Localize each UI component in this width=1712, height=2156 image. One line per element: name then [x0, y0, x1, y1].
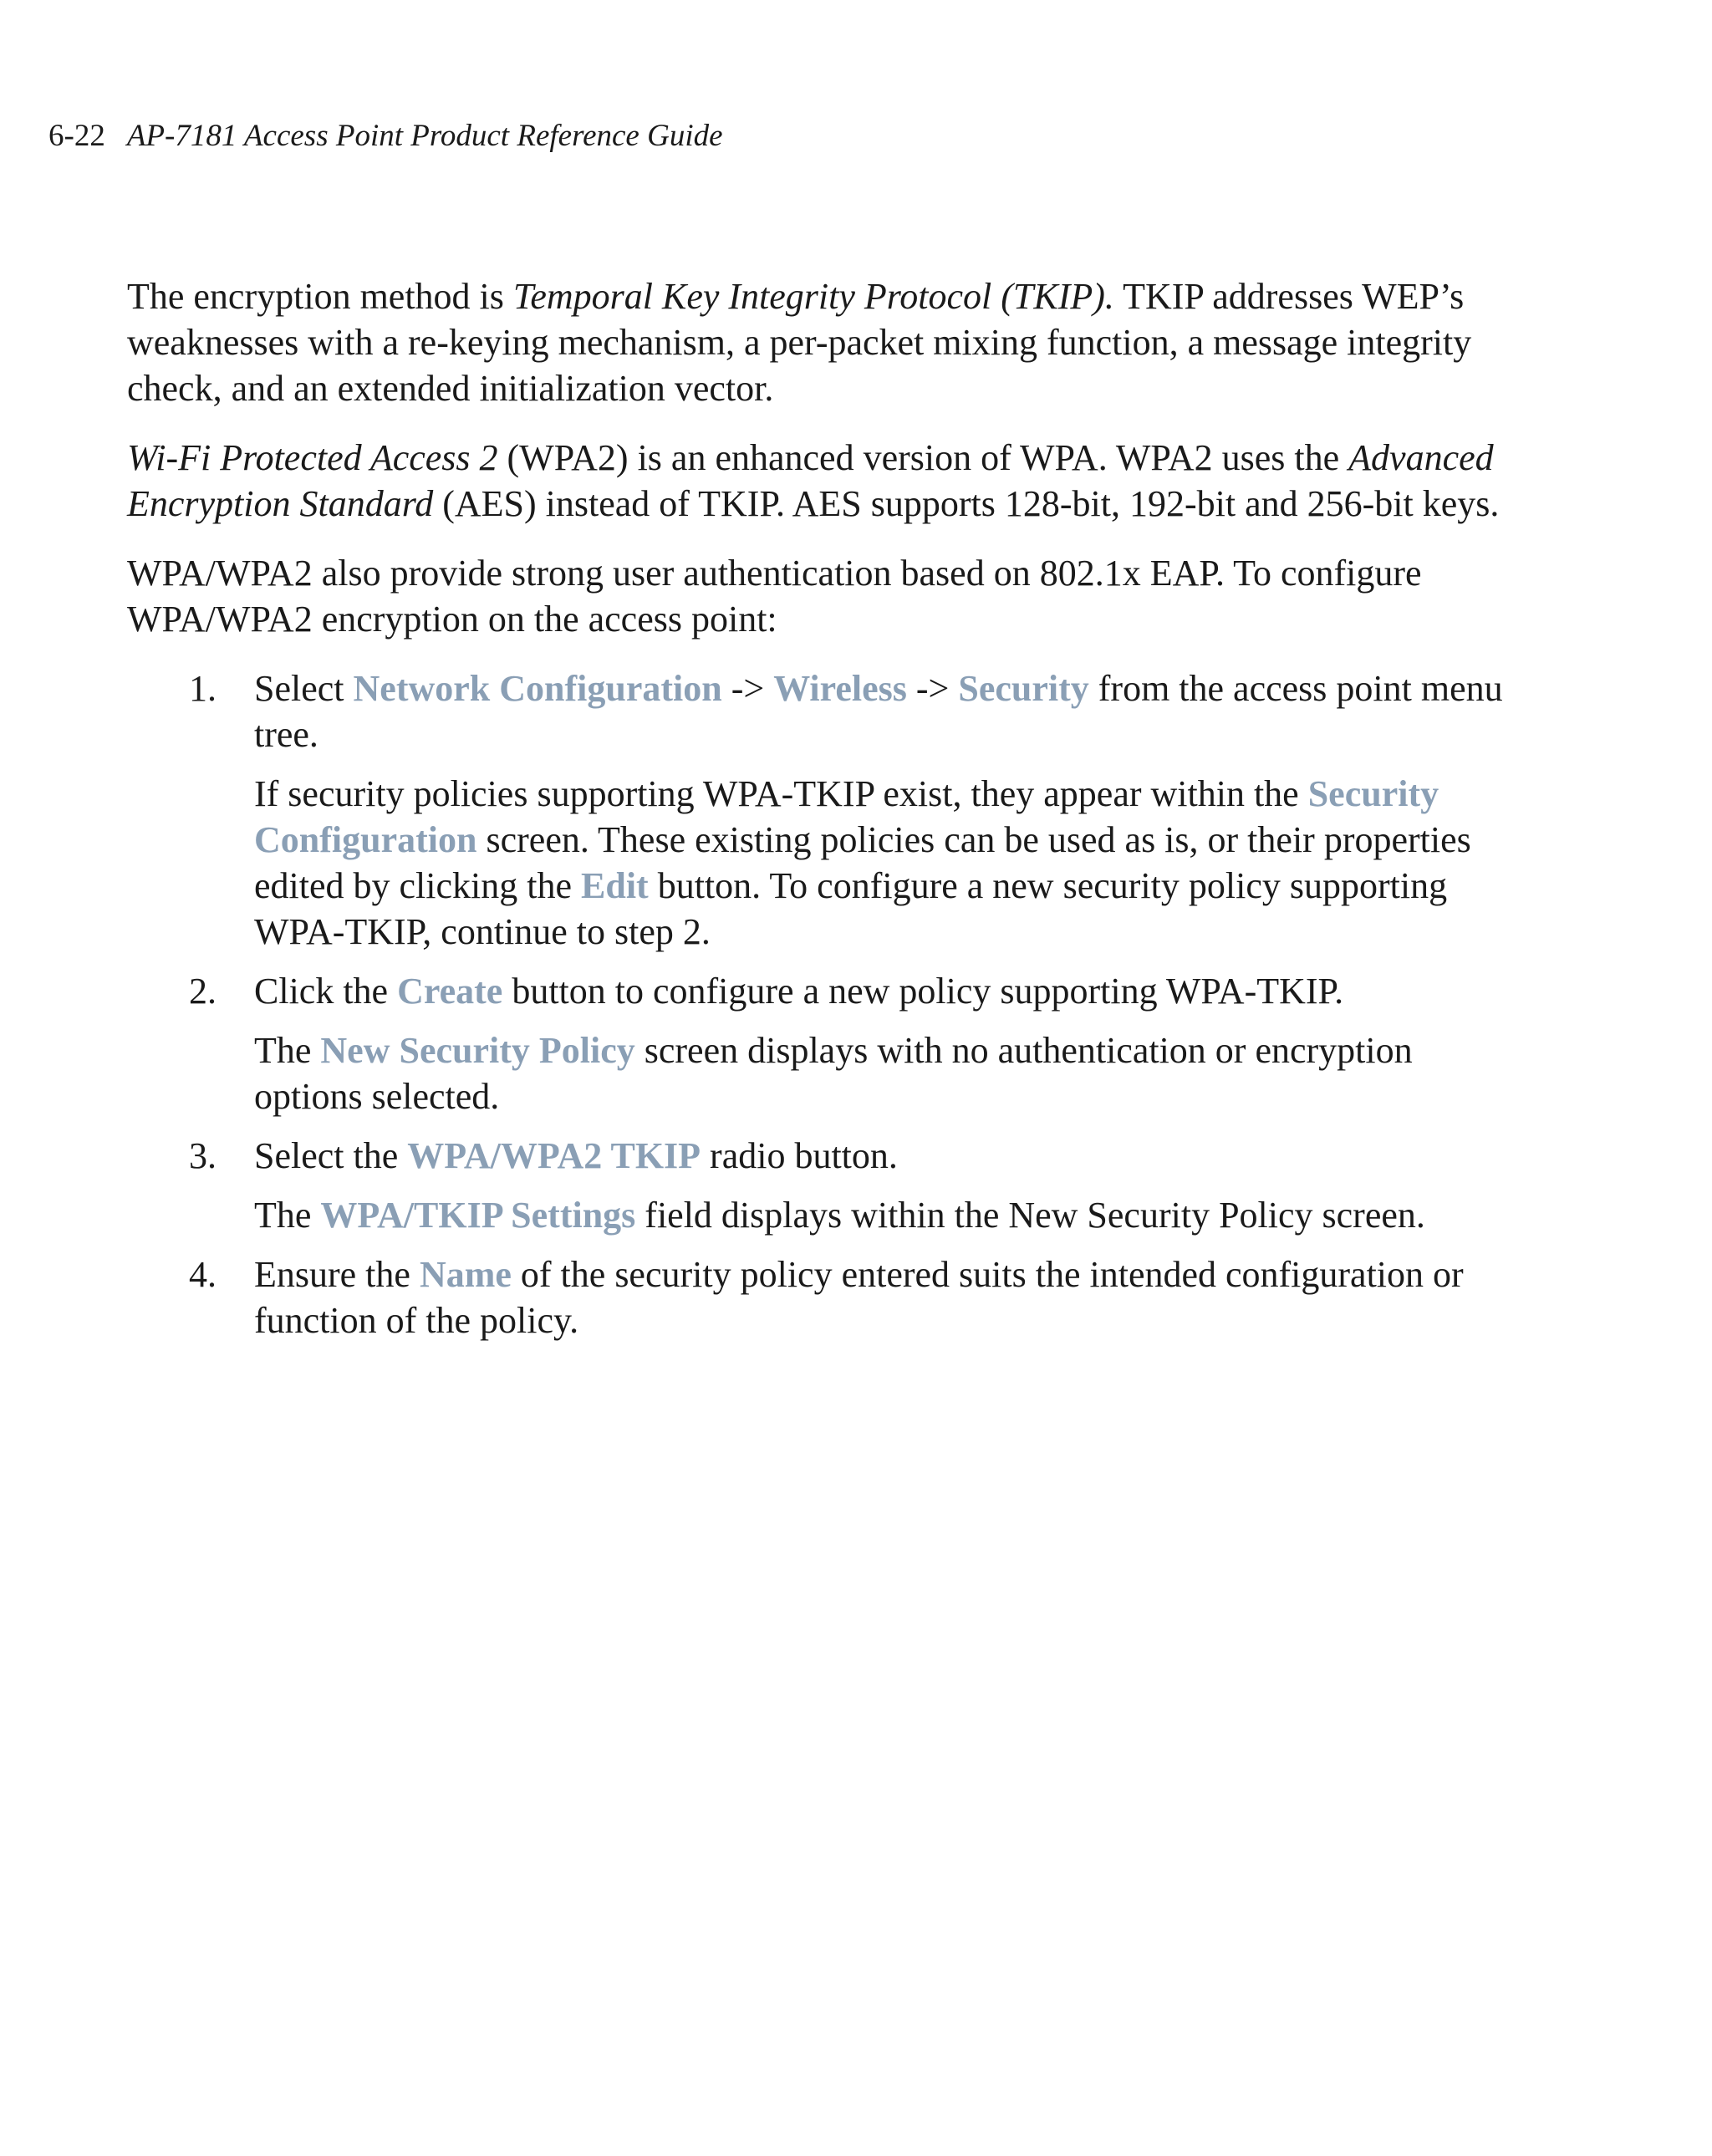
- step-note: [254, 771, 1523, 955]
- guide-title: AP-7181 Access Point Product Reference Guide: [126, 119, 723, 153]
- text-run: Select: [254, 668, 354, 709]
- paragraph-intro-steps: WPA/WPA2 also provide strong user authentication based on 802.1x EAP. To configure WPA/WPA2 encryption on the access point:: [127, 553, 1422, 640]
- page-number: 6-22: [48, 119, 105, 153]
- ui-ref-security-configuration: Security Configuration: [254, 773, 1439, 860]
- step-number: 3.: [189, 1135, 217, 1176]
- text-run: If security policies supporting WPA-TKIP exist, they appear within the: [254, 773, 1308, 814]
- ui-ref-network-configuration: Network Configuration: [353, 668, 722, 709]
- text-run: (WPA2) is an enhanced version of WPA. WPA2 uses the: [497, 437, 1349, 478]
- term-aes: Advanced Encryption Standard: [127, 437, 1494, 524]
- text-run: screen displays with no authentication or encryption options selected.: [254, 1030, 1413, 1117]
- step-text: [254, 1133, 1523, 1179]
- paragraph-wpa2: [127, 435, 1523, 527]
- ui-ref-wpa-tkip-settings: WPA/TKIP Settings: [320, 1195, 636, 1236]
- text-run: The: [254, 1195, 321, 1236]
- text-run: of the security policy entered suits the intended configuration or function of the policy.: [254, 1254, 1464, 1341]
- text-run: The: [254, 1030, 321, 1071]
- step-number: 4.: [189, 1254, 217, 1295]
- step-text: [254, 968, 1523, 1014]
- text-run: button. To configure a new security policy supporting WPA-TKIP, continue to step 2.: [254, 865, 1448, 952]
- text-run: button to configure a new policy supporting WPA-TKIP.: [502, 971, 1344, 1012]
- text-run: Ensure the: [254, 1254, 420, 1295]
- ui-ref-edit: Edit: [581, 865, 649, 906]
- text-run: ->: [906, 668, 959, 709]
- text-run: radio button.: [701, 1135, 898, 1176]
- text-run: from the access point menu tree.: [254, 668, 1503, 755]
- step-2: [127, 968, 1523, 1119]
- text-run: Click the: [254, 971, 398, 1012]
- step-note: [254, 1192, 1523, 1238]
- page-header: [48, 117, 723, 155]
- text-run: The encryption method is: [127, 276, 513, 317]
- ui-ref-new-security-policy: New Security Policy: [320, 1030, 635, 1071]
- step-3: [127, 1133, 1523, 1238]
- ui-ref-wireless: Wireless: [773, 668, 907, 709]
- paragraph-tkip: [127, 273, 1523, 411]
- step-4: [127, 1251, 1523, 1343]
- ui-ref-wpa-wpa2-tkip: WPA/WPA2 TKIP: [407, 1135, 701, 1176]
- term-tkip: Temporal Key Integrity Protocol (TKIP).: [512, 276, 1114, 317]
- term-wpa2: Wi-Fi Protected Access 2: [127, 437, 498, 478]
- text-run: Select the: [254, 1135, 408, 1176]
- text-run: field displays within the New Security Policy screen.: [635, 1195, 1425, 1236]
- step-number: 2.: [189, 971, 217, 1012]
- step-text: [254, 665, 1523, 757]
- step-text: [254, 1251, 1523, 1343]
- ui-ref-name: Name: [419, 1254, 512, 1295]
- text-run: TKIP addresses WEP’s weaknesses with a re-keying mechanism, a per-packet mixing function, a message integrity check, and an extended initialization vector.: [127, 276, 1472, 409]
- ui-ref-create: Create: [397, 971, 503, 1012]
- step-note: [254, 1027, 1523, 1119]
- ui-ref-security: Security: [958, 668, 1089, 709]
- step-number: 1.: [189, 668, 217, 709]
- text-run: (AES) instead of TKIP. AES supports 128-bit, 192-bit and 256-bit keys.: [433, 483, 1500, 524]
- page-body: [127, 273, 1523, 1357]
- text-run: ->: [721, 668, 774, 709]
- text-run: screen. These existing policies can be used as is, or their properties edited by clicking the: [254, 819, 1471, 906]
- step-1: [127, 665, 1523, 955]
- steps-list: [127, 665, 1523, 1343]
